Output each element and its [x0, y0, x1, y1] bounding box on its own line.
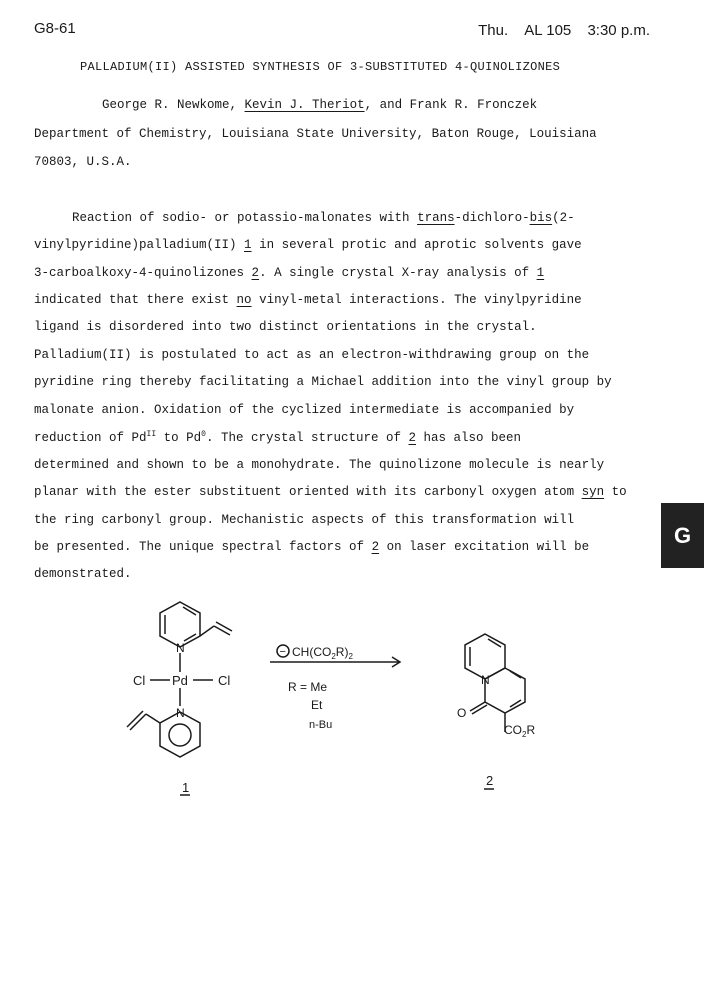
r-group-nbu: n-Bu: [309, 719, 333, 731]
paper-title: PALLADIUM(II) ASSISTED SYNTHESIS OF 3-SUBSTITUTED 4-QUINOLIZONES: [80, 60, 561, 74]
session-time: 3:30 p.m.: [587, 22, 650, 39]
author-newkome: George R. Newkome,: [102, 98, 238, 112]
bottom-pyridine-ring: [127, 711, 200, 757]
abstract-line-11: planar with the ester substituent oriented with its carbonyl oxygen atom syn to: [34, 485, 627, 499]
reagent-malonate: $CH(CO_2R)_2$: [292, 645, 353, 661]
abstract-line-5: ligand is disordered into two distinct orientations in the crystal.: [34, 320, 537, 334]
abstract-line-7: pyridine ring thereby facilitating a Michael addition into the vinyl group by: [34, 375, 612, 389]
abstract-line-14: demonstrated.: [34, 567, 132, 581]
session-info: [466, 22, 650, 39]
abstract-line-3: 3-carboalkoxy-4-quinolizones 2. A single crystal X-ray analysis of 1: [34, 266, 545, 280]
pd-atom: Pd: [172, 673, 188, 688]
n-atom-bottom: N: [176, 706, 185, 720]
abstract-line-1: Reaction of sodio- or potassio-malonates with trans-dichloro-bis(2-: [72, 211, 575, 225]
abstract-line-13: be presented. The unique spectral factors of 2 on laser excitation will be: [34, 540, 590, 554]
abstract-line-10: determined and shown to be a monohydrate. The quinolizone molecule is nearly: [34, 458, 605, 472]
author-fronczek: , and Frank R. Fronczek: [364, 98, 538, 112]
anion-charge-sign: −: [279, 646, 286, 658]
r-group-et: Et: [311, 698, 323, 712]
session-code: G8-61: [34, 20, 76, 37]
affiliation-line-2: 70803, U.S.A.: [34, 155, 132, 169]
abstract-line-6: Palladium(II) is postulated to act as an electron-withdrawing group on the: [34, 348, 590, 362]
top-pyridine-ring: [160, 602, 232, 647]
author-theriot: Kevin J. Theriot: [244, 98, 365, 112]
affiliation-line-1: Department of Chemistry, Louisiana State University, Baton Rouge, Louisiana: [34, 127, 597, 141]
reaction-scheme: [100, 590, 600, 810]
abstract-line-4: indicated that there exist no vinyl-metal interactions. The vinylpyridine: [34, 293, 582, 307]
session-day: Thu.: [478, 22, 509, 39]
ester-group: $CO_2R$: [504, 723, 536, 739]
abstract-line-8: malonate anion. Oxidation of the cyclized intermediate is accompanied by: [34, 403, 575, 417]
compound-label-2: 2: [486, 773, 494, 788]
abstract-line-9: reduction of $Pd^{II}$ to Pd$^0$. The crystal structure of 2 has also been: [34, 430, 522, 446]
n-atom-top: N: [176, 641, 185, 655]
compound-label-1: 1: [182, 780, 190, 795]
section-tab: G: [661, 503, 704, 568]
abstract-line-2: vinylpyridine)palladium(II) 1 in several protic and aprotic solvents gave: [34, 238, 582, 252]
cl-left: Cl: [133, 673, 146, 688]
n-atom-product: N: [481, 673, 490, 687]
authors: [102, 98, 537, 112]
cl-right: Cl: [218, 673, 231, 688]
abstract-line-12: the ring carbonyl group. Mechanistic aspects of this transformation will: [34, 513, 575, 527]
session-room: AL 105: [524, 22, 572, 39]
o-atom-product: O: [457, 706, 467, 720]
r-group-label: R = Me: [288, 680, 328, 694]
quinolizone-structure: [465, 634, 525, 732]
